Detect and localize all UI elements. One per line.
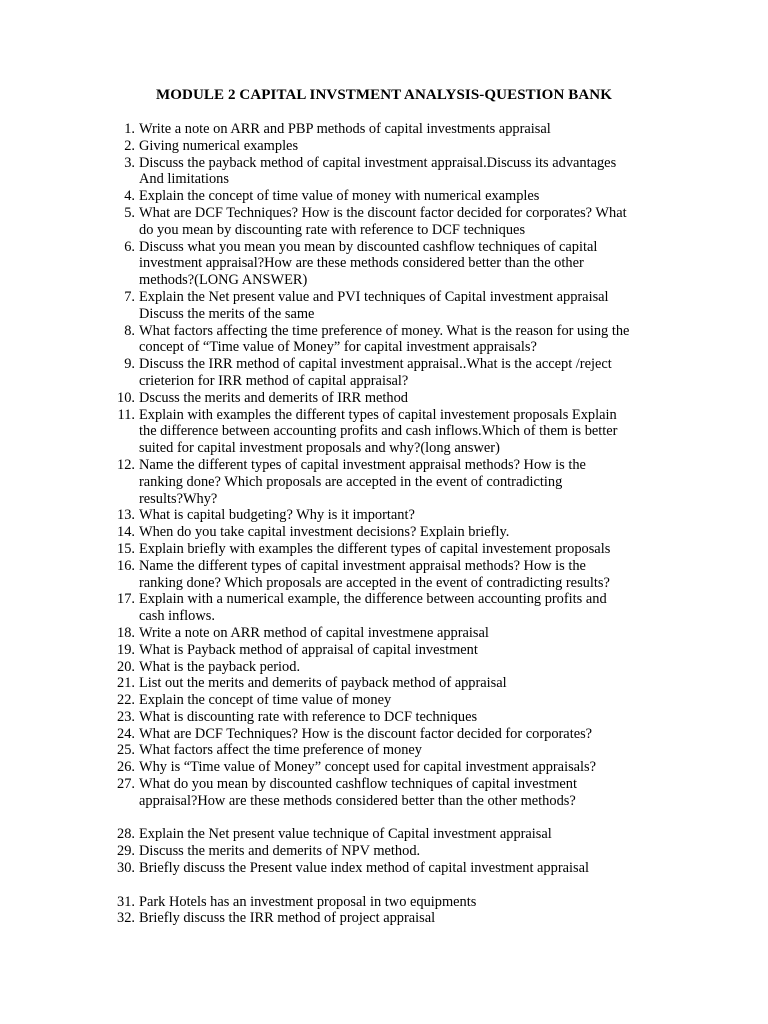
- question-text: Park Hotels has an investment proposal in two equipments: [139, 893, 477, 910]
- question-number: 19.: [117, 641, 135, 658]
- question-number: 11.: [117, 406, 135, 423]
- question-text: Discuss the IRR method of capital investment appraisal..What is the accept /reject crieterion for IRR method of capital appraisal?: [139, 356, 612, 389]
- question-text: List out the merits and demerits of payback method of appraisal: [139, 675, 507, 692]
- question-text: Explain with a numerical example, the difference between accounting profits and cash inflows.: [139, 591, 607, 625]
- question-text: What is the payback period.: [139, 658, 301, 675]
- question-item: [113, 356, 693, 390]
- question-number: 2.: [124, 137, 135, 154]
- question-number: 5.: [124, 204, 135, 221]
- question-item: [113, 323, 693, 357]
- question-text: Name the different types of capital investment appraisal methods? How is the ranking done? Which proposals are accepted in the event of contradicting results?Why?: [139, 456, 586, 507]
- question-number: 28.: [117, 826, 135, 843]
- question-item: [113, 524, 693, 541]
- question-number: 4.: [124, 188, 135, 205]
- question-text: Briefly discuss the Present value index method of capital investment appraisal: [139, 860, 589, 877]
- page-title: MODULE 2 CAPITAL INVSTMENT ANALYSIS-QUESTION BANK: [156, 87, 612, 103]
- question-item: [113, 826, 693, 843]
- question-item: [113, 138, 693, 155]
- question-number: 1.: [124, 121, 135, 137]
- question-item: [113, 155, 693, 189]
- question-item: [113, 659, 693, 676]
- question-text: What are DCF Techniques? How is the discount factor decided for corporates?: [139, 725, 593, 742]
- question-item: [113, 776, 693, 810]
- question-item: [113, 860, 693, 877]
- question-text: What do you mean by discounted cashflow techniques of capital investment appraisal?How are these methods considered better than the other methods?: [139, 776, 577, 809]
- question-text: Discuss what you mean you mean by discounted cashflow techniques of capital investment appraisal?How are these methods considered better than the other methods?(LONG ANSWER): [139, 238, 598, 289]
- question-text: What is capital budgeting? Why is it important?: [139, 507, 415, 524]
- question-number: 21.: [117, 675, 135, 692]
- question-item: [113, 910, 693, 927]
- question-number: 25.: [117, 742, 135, 759]
- question-text: Explain with examples the different types of capital investement proposals Explain the difference between accounting profits and cash inflows.Which of them is better suited for capital investment proposals and why?(long answer): [139, 406, 618, 457]
- question-item: [113, 390, 693, 407]
- question-item: [113, 289, 693, 323]
- question-number: 8.: [124, 322, 135, 339]
- question-number: 26.: [117, 759, 135, 776]
- question-number: 24.: [117, 725, 135, 742]
- question-list: [113, 121, 693, 927]
- question-number: 7.: [124, 288, 135, 305]
- question-item: [113, 759, 693, 776]
- question-text: Giving numerical examples: [139, 137, 299, 154]
- question-item: [113, 726, 693, 743]
- question-number: 20.: [117, 658, 135, 675]
- question-item: [113, 742, 693, 759]
- question-text: What is Payback method of appraisal of capital investment: [139, 641, 478, 658]
- question-text: Explain the concept of time value of money with numerical examples: [139, 188, 540, 205]
- question-item: [113, 205, 693, 239]
- question-number: 23.: [117, 708, 135, 725]
- question-item: [113, 894, 693, 911]
- question-number: 13.: [117, 507, 135, 524]
- question-number: 17.: [117, 591, 135, 608]
- question-number: 12.: [117, 456, 135, 473]
- question-item: [113, 121, 693, 138]
- question-item: [113, 843, 693, 860]
- question-number: 32.: [117, 910, 135, 927]
- question-text: Dscuss the merits and demerits of IRR method: [139, 389, 408, 406]
- question-number: 27.: [117, 776, 135, 793]
- question-text: Write a note on ARR and PBP methods of capital investments appraisal: [139, 121, 551, 137]
- question-text: Explain the concept of time value of money: [139, 692, 392, 709]
- question-item: [113, 625, 693, 642]
- question-text: What factors affect the time preference of money: [139, 742, 422, 759]
- question-text: Discuss the merits and demerits of NPV method.: [139, 843, 421, 860]
- question-item: [113, 675, 693, 692]
- question-item: [113, 239, 693, 289]
- question-text: Discuss the payback method of capital investment appraisal.Discuss its advantages And limitations: [139, 154, 617, 188]
- question-text: When do you take capital investment decisions? Explain briefly.: [139, 524, 510, 541]
- question-text: What factors affecting the time preference of money. What is the reason for using the concept of “Time value of Money” for capital investment appraisals?: [139, 322, 630, 356]
- question-text: Explain briefly with examples the different types of capital investement proposals: [139, 540, 611, 557]
- question-item: [113, 407, 693, 457]
- question-text: Briefly discuss the IRR method of project appraisal: [139, 910, 436, 927]
- question-number: 6.: [124, 238, 135, 255]
- question-text: Name the different types of capital investment appraisal methods? How is the ranking done? Which proposals are accepted in the event of contradicting results?: [139, 557, 610, 591]
- question-text: Write a note on ARR method of capital investmene appraisal: [139, 624, 489, 641]
- question-number: 9.: [124, 356, 135, 373]
- question-text: What are DCF Techniques? How is the discount factor decided for corporates? What do you mean by discounting rate with reference to DCF techniques: [139, 204, 627, 238]
- question-text: Explain the Net present value and PVI techniques of Capital investment appraisal Discuss the merits of the same: [139, 288, 609, 322]
- question-number: 30.: [117, 860, 135, 877]
- question-number: 31.: [117, 893, 135, 910]
- question-number: 16.: [117, 557, 135, 574]
- question-text: What is discounting rate with reference to DCF techniques: [139, 708, 478, 725]
- question-number: 18.: [117, 624, 135, 641]
- question-item: [113, 541, 693, 558]
- question-number: 14.: [117, 524, 135, 541]
- question-number: 15.: [117, 540, 135, 557]
- question-item: [113, 591, 693, 625]
- question-text: Explain the Net present value technique of Capital investment appraisal: [139, 826, 552, 843]
- question-item: [113, 558, 693, 592]
- question-number: 22.: [117, 692, 135, 709]
- question-item: [113, 507, 693, 524]
- question-number: 10.: [117, 389, 135, 406]
- question-item: [113, 642, 693, 659]
- question-number: 29.: [117, 843, 135, 860]
- question-item: [113, 692, 693, 709]
- question-text: Why is “Time value of Money” concept used for capital investment appraisals?: [139, 759, 597, 776]
- question-item: [113, 457, 693, 507]
- question-item: [113, 188, 693, 205]
- question-number: 3.: [124, 154, 135, 171]
- question-item: [113, 709, 693, 726]
